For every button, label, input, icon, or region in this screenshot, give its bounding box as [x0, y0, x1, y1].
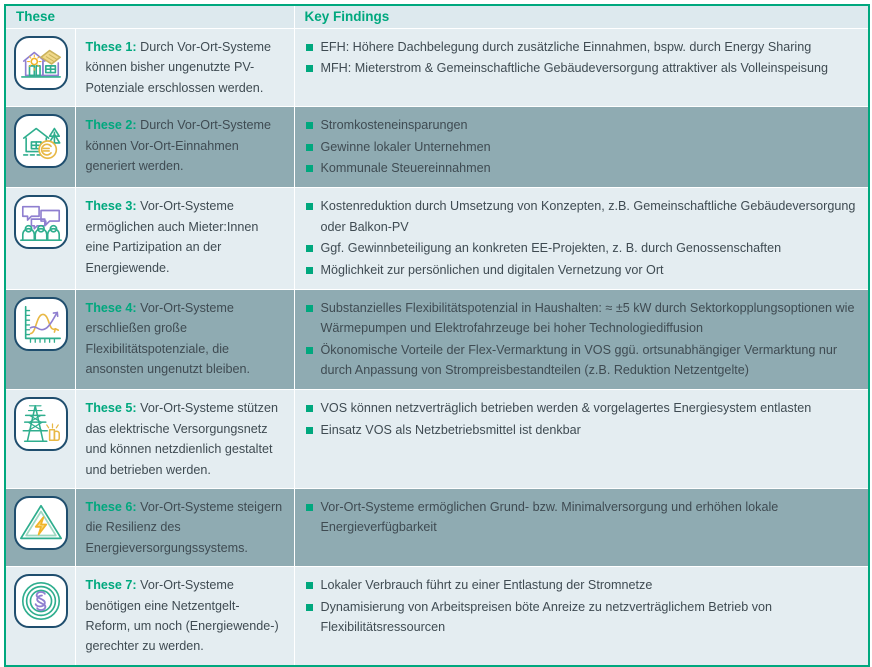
key-findings-cell — [294, 567, 869, 666]
key-finding-item: Gewinne lokaler Unternehmen — [305, 137, 859, 157]
thesis-text: Vor-Ort-Systeme stützen das elektrische Versorgungsnetz und können netzdienlich gestaltet und betrieben werden. — [85, 401, 278, 477]
house-with-solar-roof-icon — [14, 36, 68, 90]
table-row — [5, 188, 869, 290]
key-findings-list — [305, 398, 859, 440]
key-finding-item: Lokaler Verbrauch führt zu einer Entlastung der Stromnetze — [305, 575, 859, 595]
key-finding-item: Dynamisierung von Arbeitspreisen böte Anreize zu netzverträglichem Betrieb von Flexibilitätsressourcen — [305, 597, 859, 638]
key-finding-item: EFH: Höhere Dachbelegung durch zusätzliche Einnahmen, bspw. durch Energy Sharing — [305, 37, 859, 57]
thesis-text: Vor-Ort-Systeme steigern die Resilienz des Energieversorgungssystems. — [85, 500, 283, 555]
thesis-label: These 7: — [85, 578, 137, 593]
key-findings-list — [305, 575, 859, 637]
thesis-cell — [75, 29, 294, 107]
key-finding-item: VOS können netzverträglich betrieben werden & vorgelagertes Energiesystem entlasten — [305, 398, 859, 418]
table-row — [5, 567, 869, 666]
key-findings-list — [305, 497, 859, 538]
key-findings-cell — [294, 289, 869, 390]
table-row — [5, 489, 869, 567]
thesis-text: Vor-Ort-Systeme erschließen große Flexibilitätspotenziale, die ansonsten ungenutzt bleiben. — [85, 300, 251, 377]
icon-cell — [5, 567, 75, 666]
thesis-text: Vor-Ort-Systeme benötigen eine Netzentgelt-Reform, um noch (Energiewende-) gerechter zu werden. — [85, 578, 279, 654]
table-row — [5, 29, 869, 107]
key-findings-cell — [294, 489, 869, 567]
key-findings-list — [305, 115, 859, 178]
icon-cell — [5, 489, 75, 567]
key-findings-cell — [294, 188, 869, 290]
thesis-cell — [75, 107, 294, 188]
table-row — [5, 289, 869, 390]
icon-cell — [5, 289, 75, 390]
key-finding-item: Substanzielles Flexibilitätspotenzial in Haushalten: ≈ ±5 kW durch Sektorkopplungsoptionen wie Wärmepumpen und Elektrofahrzeuge bei hoher Technologiediffusion — [305, 298, 859, 339]
thesis-cell — [75, 390, 294, 489]
table-row — [5, 107, 869, 188]
key-findings-list — [305, 37, 859, 79]
flexibility-curve-chart-icon — [14, 297, 68, 351]
key-finding-item: MFH: Mieterstrom & Gemeinschaftliche Gebäudeversorgung attraktiver als Volleinspeisung — [305, 58, 859, 78]
key-finding-item: Einsatz VOS als Netzbetriebsmittel ist denkbar — [305, 420, 859, 440]
thesis-label: These 4: — [85, 300, 137, 315]
key-finding-item: Kostenreduktion durch Umsetzung von Konzepten, z.B. Gemeinschaftliche Gebäudeversorgung oder Balkon-PV — [305, 196, 859, 237]
key-finding-item: Vor-Ort-Systeme ermöglichen Grund- bzw. Minimalversorgung und erhöhen lokale Energieverfügbarkeit — [305, 497, 859, 538]
thesis-cell — [75, 567, 294, 666]
findings-table — [4, 4, 870, 667]
key-finding-item: Möglichkeit zur persönlichen und digitalen Vernetzung vor Ort — [305, 260, 859, 280]
icon-cell — [5, 390, 75, 489]
key-findings-cell — [294, 390, 869, 489]
thesis-text: Durch Vor-Ort-Systeme können Vor-Ort-Einnahmen generiert werden. — [85, 118, 271, 173]
thesis-cell — [75, 289, 294, 390]
key-finding-item: Kommunale Steuereinnahmen — [305, 158, 859, 178]
key-finding-item: Ggf. Gewinnbeteiligung an konkreten EE-Projekten, z. B. durch Genossenschaften — [305, 238, 859, 258]
icon-cell — [5, 107, 75, 188]
icon-cell — [5, 188, 75, 290]
table-body — [5, 29, 869, 666]
key-findings-list — [305, 196, 859, 280]
thesis-cell — [75, 188, 294, 290]
thesis-cell — [75, 489, 294, 567]
table-header — [5, 5, 869, 29]
key-finding-item: Ökonomische Vorteile der Flex-Vermarktung in VOS ggü. ortsunabhängiger Vermarktung nur durch Anpassung von Strompreisbestandteilen (z.B. Reduktion Netzentgelte) — [305, 340, 859, 381]
column-header-key-findings: Key Findings — [294, 5, 869, 29]
thesis-label: These 5: — [85, 401, 137, 416]
column-header-these: These — [5, 5, 294, 29]
thesis-label: These 2: — [85, 118, 137, 133]
key-findings-cell — [294, 29, 869, 107]
key-finding-item: Stromkosteneinsparungen — [305, 115, 859, 135]
icon-cell — [5, 29, 75, 107]
people-speech-bubbles-icon — [14, 195, 68, 249]
power-pylon-thumbs-up-icon — [14, 397, 68, 451]
header-row — [5, 5, 869, 29]
table-row — [5, 390, 869, 489]
house-with-euro-coin-icon — [14, 114, 68, 168]
thesis-label: These 1: — [85, 40, 137, 54]
thesis-label: These 3: — [85, 199, 137, 214]
key-findings-list — [305, 298, 859, 381]
paragraph-law-circle-icon — [14, 574, 68, 628]
key-findings-cell — [294, 107, 869, 188]
warning-triangle-bolt-icon — [14, 496, 68, 550]
thesis-text: Durch Vor-Ort-Systeme können bisher ungenutzte PV-Potenziale erschlossen werden. — [85, 40, 271, 95]
thesis-text: Vor-Ort-Systeme ermöglichen auch Mieter:Innen eine Partizipation an der Energiewende. — [85, 199, 259, 275]
thesis-label: These 6: — [85, 500, 137, 515]
